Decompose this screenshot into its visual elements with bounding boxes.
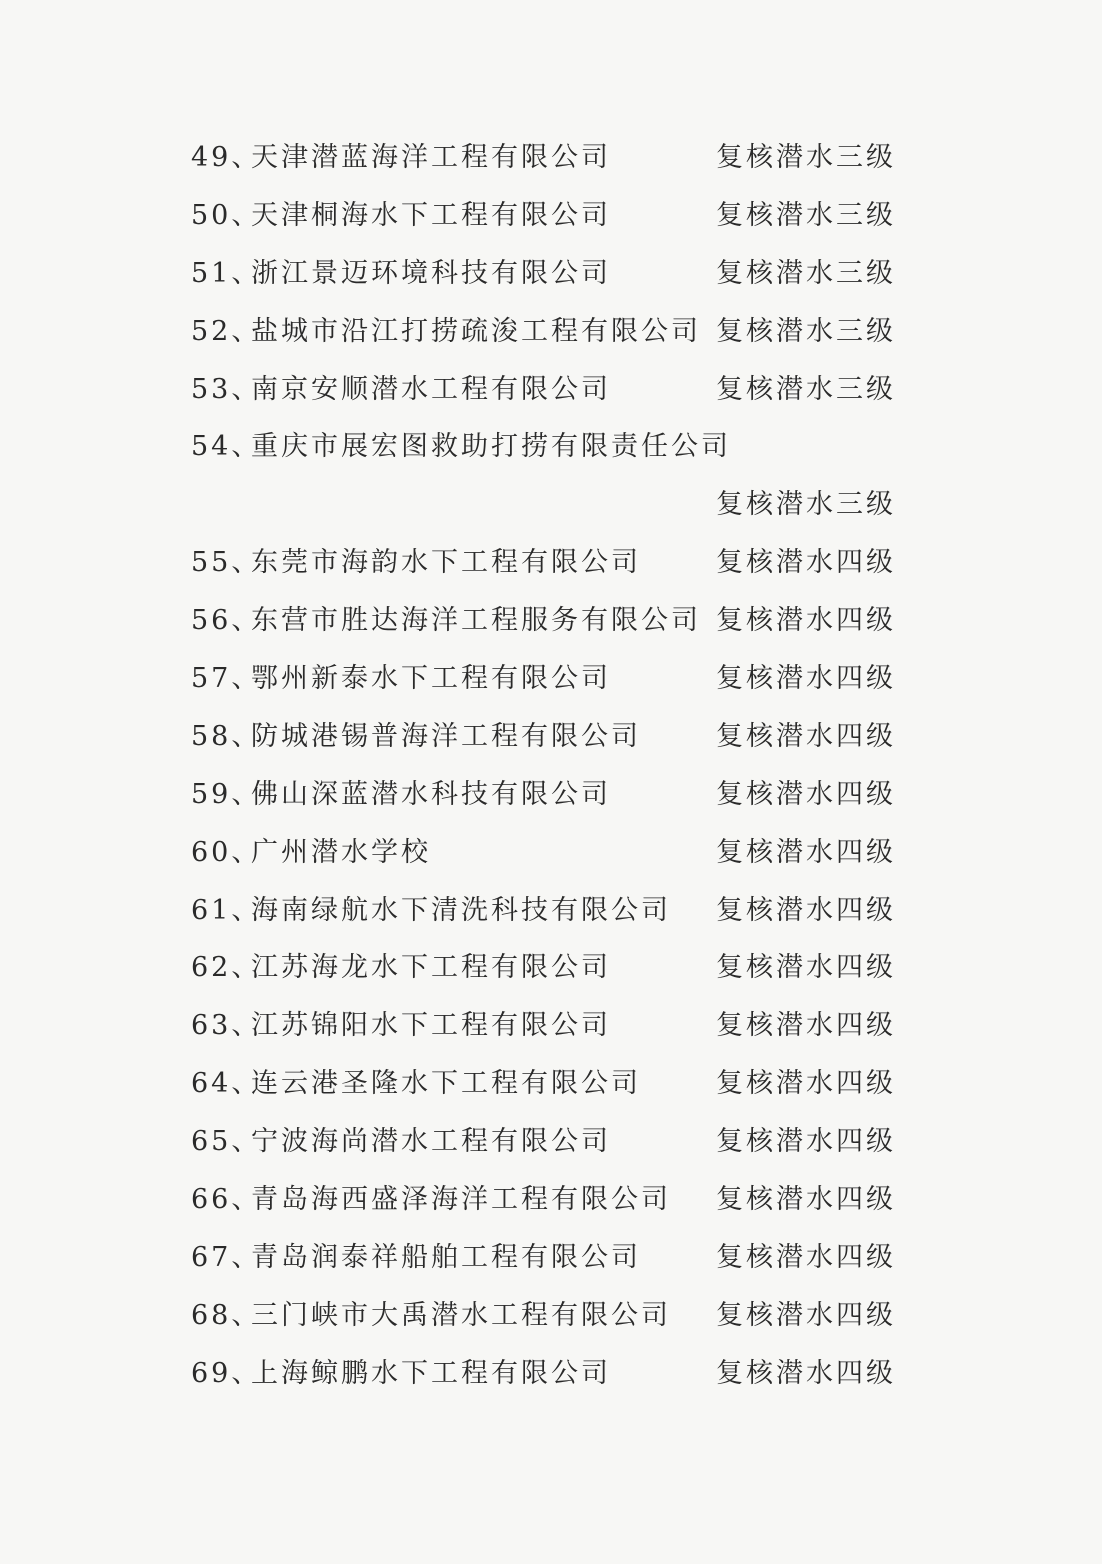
item-number: 55、 — [191, 547, 262, 579]
list-item — [0, 1172, 1102, 1230]
company-name: 海南绿航水下清洗科技有限公司 — [251, 894, 671, 926]
review-level: 复核潜水四级 — [716, 1299, 896, 1331]
item-number: 49、 — [191, 142, 262, 173]
item-number: 67、 — [191, 1241, 262, 1273]
company-name: 青岛海西盛泽海洋工程有限公司 — [251, 1184, 671, 1216]
company-name: 三门峡市大禹潜水工程有限公司 — [251, 1299, 671, 1331]
company-name: 南京安顺潜水工程有限公司 — [251, 373, 611, 405]
review-level: 复核潜水四级 — [716, 605, 896, 637]
company-name: 防城港锡普海洋工程有限公司 — [251, 720, 641, 752]
list-item — [0, 709, 1102, 767]
list-item — [0, 651, 1102, 709]
review-level: 复核潜水四级 — [716, 1068, 896, 1100]
review-level: 复核潜水四级 — [716, 836, 896, 868]
company-list — [0, 130, 1102, 1404]
item-number: 62、 — [191, 952, 262, 984]
list-item — [0, 767, 1102, 825]
review-level: 复核潜水四级 — [716, 1126, 896, 1158]
review-level: 复核潜水三级 — [716, 257, 896, 289]
company-name: 宁波海尚潜水工程有限公司 — [251, 1126, 611, 1158]
item-number: 58、 — [191, 720, 262, 752]
company-name: 东营市胜达海洋工程服务有限公司 — [251, 605, 701, 637]
item-number: 69、 — [191, 1357, 262, 1389]
list-item-continuation — [0, 477, 1102, 535]
company-name: 鄂州新泰水下工程有限公司 — [251, 663, 611, 695]
review-level: 复核潜水四级 — [716, 1010, 896, 1042]
company-name: 天津桐海水下工程有限公司 — [251, 199, 611, 231]
list-item — [0, 130, 1102, 188]
list-item — [0, 1056, 1102, 1114]
review-level: 复核潜水四级 — [716, 547, 896, 579]
company-name: 重庆市展宏图救助打捞有限责任公司 — [251, 431, 731, 463]
item-number: 60、 — [191, 836, 262, 868]
item-number: 56、 — [191, 605, 262, 637]
company-name: 盐城市沿江打捞疏浚工程有限公司 — [251, 315, 701, 347]
list-item — [0, 1114, 1102, 1172]
company-name: 连云港圣隆水下工程有限公司 — [251, 1068, 641, 1100]
list-item — [0, 940, 1102, 998]
review-level: 复核潜水三级 — [716, 315, 896, 347]
list-item — [0, 825, 1102, 883]
review-level: 复核潜水三级 — [716, 199, 896, 231]
list-item — [0, 1288, 1102, 1346]
review-level: 复核潜水四级 — [716, 720, 896, 752]
company-name: 江苏锦阳水下工程有限公司 — [251, 1010, 611, 1042]
item-number: 53、 — [191, 373, 262, 405]
list-item — [0, 419, 1102, 477]
review-level: 复核潜水三级 — [716, 489, 896, 521]
review-level: 复核潜水四级 — [716, 1241, 896, 1273]
review-level: 复核潜水四级 — [716, 778, 896, 810]
item-number: 68、 — [191, 1299, 262, 1331]
item-number: 63、 — [191, 1010, 262, 1042]
item-number: 65、 — [191, 1126, 262, 1158]
company-name: 青岛润泰祥船舶工程有限公司 — [251, 1241, 641, 1273]
item-number: 52、 — [191, 315, 262, 347]
company-name: 广州潜水学校 — [251, 836, 431, 868]
item-number: 66、 — [191, 1184, 262, 1216]
list-item — [0, 535, 1102, 593]
review-level: 复核潜水三级 — [716, 142, 896, 173]
review-level: 复核潜水三级 — [716, 373, 896, 405]
list-item — [0, 1230, 1102, 1288]
item-number: 51、 — [191, 257, 262, 289]
company-name: 上海鲸鹏水下工程有限公司 — [251, 1357, 611, 1389]
list-item — [0, 304, 1102, 362]
review-level: 复核潜水四级 — [716, 1184, 896, 1216]
item-number: 54、 — [191, 431, 262, 463]
list-item — [0, 998, 1102, 1056]
item-number: 57、 — [191, 663, 262, 695]
review-level: 复核潜水四级 — [716, 663, 896, 695]
list-item — [0, 362, 1102, 420]
item-number: 50、 — [191, 199, 262, 231]
list-item — [0, 883, 1102, 941]
item-number: 59、 — [191, 778, 262, 810]
review-level: 复核潜水四级 — [716, 1357, 896, 1389]
list-item — [0, 593, 1102, 651]
review-level: 复核潜水四级 — [716, 894, 896, 926]
company-name: 浙江景迈环境科技有限公司 — [251, 257, 611, 289]
list-item — [0, 1346, 1102, 1404]
company-name: 佛山深蓝潜水科技有限公司 — [251, 778, 611, 810]
list-item — [0, 188, 1102, 246]
review-level: 复核潜水四级 — [716, 952, 896, 984]
list-item — [0, 246, 1102, 304]
company-name: 天津潜蓝海洋工程有限公司 — [251, 142, 611, 173]
item-number: 64、 — [191, 1068, 262, 1100]
company-name: 东莞市海韵水下工程有限公司 — [251, 547, 641, 579]
company-name: 江苏海龙水下工程有限公司 — [251, 952, 611, 984]
item-number: 61、 — [191, 894, 262, 926]
